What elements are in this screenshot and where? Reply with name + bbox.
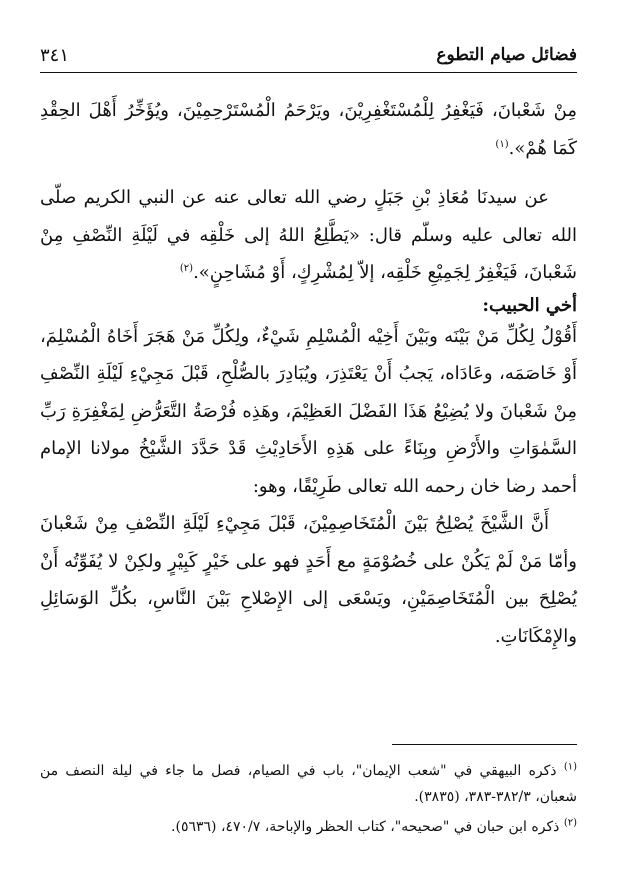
paragraph-2 bbox=[40, 179, 577, 292]
footnote-1-number: (١) bbox=[563, 761, 578, 773]
running-title: فضائل صيام التطوع bbox=[436, 45, 577, 65]
footnote-divider bbox=[392, 744, 577, 745]
footnote-2-text: ذكره ابن حبان في "صحيحه"، كتاب الحظر والإباحة، ٤٧٠/٧، (٥٦٣٦). bbox=[171, 819, 560, 835]
paragraph-3: أَقُوْلُ لِكُلِّ مَنْ بَيْنَه وبَيْنَ أَخِيْه الْمُسْلِمِ شَيْءٌ، ولِكُلِّ مَنْ هَجَرَ أَخَاهُ الْمُسْلِمَ، أَوْ خَاصَمَه، وعَادَاه، يَجبُ أَنْ يَعْتَذِرَ، ويُبَادِرَ بالصُّلْحِ، قَبْلَ مَجِيْءِ لَيْلَةِ النِّصْفِ مِنْ شَعْبانَ ولا يُضِيْعُ هَذَا الفَضْلَ العَظِيْمَ، وهَذِه فُرْصَةُ التَّعَرُّضِ لِمَغْفِرَةِ رَبِّ السَّمٰوَاتِ والأَرْضِ وبِنَاءً على هَذِهِ الأَحَادِيْثِ قَدْ حَدَّدَ الشَّيْخُ مولانا الإمام أحمد رضا خان رحمه الله تعالى طَرِيْقًا، وهو: bbox=[40, 325, 577, 497]
footnote-2 bbox=[40, 814, 577, 840]
page-number: ٣٤١ bbox=[40, 44, 70, 66]
footnote-ref-2: (٢) bbox=[179, 263, 194, 274]
footnote-1 bbox=[40, 758, 577, 810]
paragraph-1 bbox=[40, 92, 577, 167]
page-header bbox=[40, 38, 577, 73]
footnote-2-number: (٢) bbox=[563, 817, 577, 829]
paragraph-1-text: مِنْ شَعْبانَ، فَيَغْفِرُ لِلْمُسْتَغْفِرِيْنَ، ويَرْحَمُ الْمُسْتَرْحِمِيْنَ، ويُؤَخِّرُ أَهْلَ الحِقْدِ كَمَا هُمْ». bbox=[40, 100, 577, 159]
footnote-1-text: ذكره البيهقي في "شعب الإيمان"، باب في الصيام، فصل ما جاء في ليلة النصف من شعبان، ٣٨٢/٣-٣٨٣، (٣٨٣٥). bbox=[40, 763, 577, 805]
main-text bbox=[40, 92, 577, 655]
paragraph-2-text: عن سيدنَا مُعَاذِ بْنِ جَبَلٍ رضي الله تعالى عنه عن النبي الكريم صلّى الله تعالى عليه وسلّم قال: «يَطَّلِعُ اللهُ إلى خَلْقِه في لَيْلَةِ النِّصْفِ مِنْ شَعْبانَ، فَيَغْفِرُ لِجَمِيْعِ خَلْقِه، إلاّ لِمُشْرِكٍ، أَوْ مُشَاحِنٍ». bbox=[40, 187, 577, 283]
footnotes bbox=[40, 758, 577, 844]
footnote-ref-1: (١) bbox=[495, 138, 509, 150]
section-heading: أخي الحبيب: bbox=[482, 294, 577, 316]
paragraph-4: أَنَّ الشَّيْخَ يُصْلِحُ بَيْنَ الْمُتَخَاصِمِيْنَ، قَبْلَ مَجِيْءِ لَيْلَةِ النِّصْفِ مِنْ شَعْبانَ وأمّا مَنْ لَمْ يَكُنْ على خُصُوْمَةٍ مع أَحَدٍ فهو على خَيْرٍ كَبِيْرٍ ولكِنْ لا يُفَوِّتُه أَنْ يُصْلِحَ بين الْمُتَخَاصِمَيْنِ، ويَسْعَى إلى الإِصْلاحِ بَيْنَ النَّاسِ، بكُلِّ الوَسَائِلِ والإِمْكَانَاتِ. bbox=[40, 513, 577, 647]
